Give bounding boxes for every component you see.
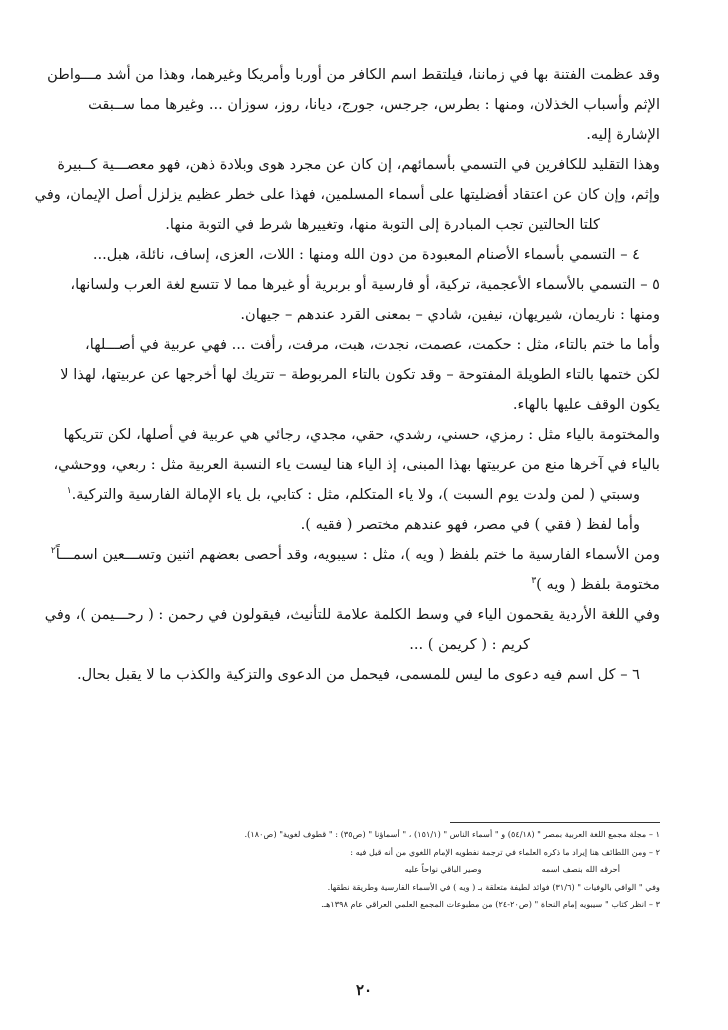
body-line: يكون الوقف عليها بالهاء. bbox=[512, 396, 660, 413]
body-line: لكن ختمها بالتاء الطويلة المفتوحة – وقد تكون بالتاء المربوطة – تتريك لها أخرجها عن عربيتها، لهذا لا bbox=[60, 366, 660, 383]
body-line: ومنها : ناريمان، شيريهان، نيفين، شادي – بمعنى القرد عندهم – جيهان. bbox=[240, 306, 660, 323]
body-line: ٥ – التسمي بالأسماء الأعجمية، تركية، أو فارسية أو بربرية أو غيرها مما لا تتسع لغة العرب ولسانها، bbox=[70, 276, 660, 293]
body-line: وهذا التقليد للكافرين في التسمي بأسمائهم، إن كان عن مجرد هوى وبلادة ذهن، فهو معصـــية كــبيرة bbox=[57, 156, 660, 173]
body-line: ومن الأسماء الفارسية ما ختم بلفظ ( ويه )، مثل : سيبويه، وقد أحصى بعضهم اثنين وتســـعين اسمـــاً$^٢$ bbox=[50, 546, 660, 563]
page-number: ٢٠ bbox=[355, 981, 373, 999]
footnotes bbox=[210, 826, 660, 914]
body-line: ٤ – التسمي بأسماء الأصنام المعبودة من دون الله ومنها : اللات، العزى، إساف، نائلة، هبل... bbox=[92, 246, 640, 263]
body-line: وسبتي ( لمن ولدت يوم السبت )، ولا ياء المتكلم، مثل : كتابي، بل ياء الإمالة الفارسية والتركية.$^١$ bbox=[66, 486, 640, 503]
body-line: ٦ – كل اسم فيه دعوى ما ليس للمسمى، فيحمل من الدعوى والتزكية والكذب ما لا يقبل بحال. bbox=[76, 666, 640, 683]
body-line: وفي اللغة الأردية يقحمون الياء في وسط الكلمة علامة للتأنيث، فيقولون في رحمن : ( رحـــيمن )، وفي bbox=[44, 606, 660, 623]
body-text bbox=[34, 60, 660, 690]
body-line: والمختومة بالياء مثل : رمزي، حسني، رشدي، حقي، مجدي، رجائي هي عربية في أصلها، لكن تتريكها bbox=[63, 426, 660, 443]
footnote-ref: ١ bbox=[66, 486, 72, 497]
footnote-divider bbox=[450, 822, 660, 823]
footnote-verse bbox=[210, 861, 660, 879]
page-body bbox=[34, 60, 660, 690]
body-line: كلتا الحالتين تجب المبادرة إلى التوبة منها، وتغييرها شرط في التوبة منها. bbox=[165, 216, 600, 233]
verse-hemistich: أحرقه الله بنصف اسمه bbox=[541, 864, 620, 874]
body-line: وأما لفظ ( فقي ) في مصر، فهو عندهم مختصر ( فقيه ). bbox=[300, 516, 640, 533]
footnote: وفي " الوافي بالوفيات " (٣١/٦) فوائد لطيفة متعلقة بـ ( ويه ) في الأسماء الفارسية وطريقة نطقها. bbox=[327, 881, 660, 892]
footnote-ref: ٢ bbox=[50, 546, 56, 557]
body-line: الإثم وأسباب الخذلان، ومنها : بطرس، جرجس، جورج، ديانا، روز، سوزان ... وغيرها مما ســبقت bbox=[88, 96, 660, 113]
footnote: ٣ – انظر كتاب " سيبويه إمام النحاة " (ص٢٠-٢٤) من مطبوعات المجمع العلمي العراقي عام ١٣٩٨هـ. bbox=[321, 899, 660, 909]
body-line: وقد عظمت الفتنة بها في زماننا، فيلتقط اسم الكافر من أوربا وأمريكا وغيرهما، وهذا من أشد مـــواطن bbox=[47, 66, 660, 83]
body-line: بالياء في آخرها منع من عربيتها بهذا المبنى، إذ الياء هنا ليست ياء النسبة العربية مثل : ربعي، ووحشي، bbox=[53, 456, 660, 473]
body-line: مختومة بلفظ ( ويه )$^٣$ bbox=[531, 576, 660, 593]
footnote: ٢ – ومن اللطائف هنا إيراد ما ذكره العلماء في ترجمة نفطويه الإمام اللغوي من أنه قيل فيه : bbox=[350, 846, 660, 857]
verse-hemistich: وصير الباقي نواحاً عليه bbox=[404, 864, 482, 874]
body-line: كريم : ( كريمن ) ... bbox=[409, 636, 530, 653]
footnote: ١ – مجلة مجمع اللغة العربية بمصر " (٥٤/١٨) و " أسماء الناس " (١٥١/١) ، " أسماؤنا " (ص٣٥) : " قطوف لغوية" (ص١٨٠). bbox=[244, 829, 660, 839]
body-line: الإشارة إليه. bbox=[586, 126, 660, 143]
footnote-ref: ٣ bbox=[531, 576, 537, 587]
body-line: وإثم، وإن كان عن اعتقاد أفضليتها على أسماء المسلمين، فهذا على خطر عظيم يزلزل أصل الإيمان، وفي bbox=[34, 186, 660, 203]
body-line: وأما ما ختم بالتاء، مثل : حكمت، عصمت، نجدت، هبت، مرفت، رأفت ... فهي عربية في أصـــلها، bbox=[85, 336, 660, 353]
